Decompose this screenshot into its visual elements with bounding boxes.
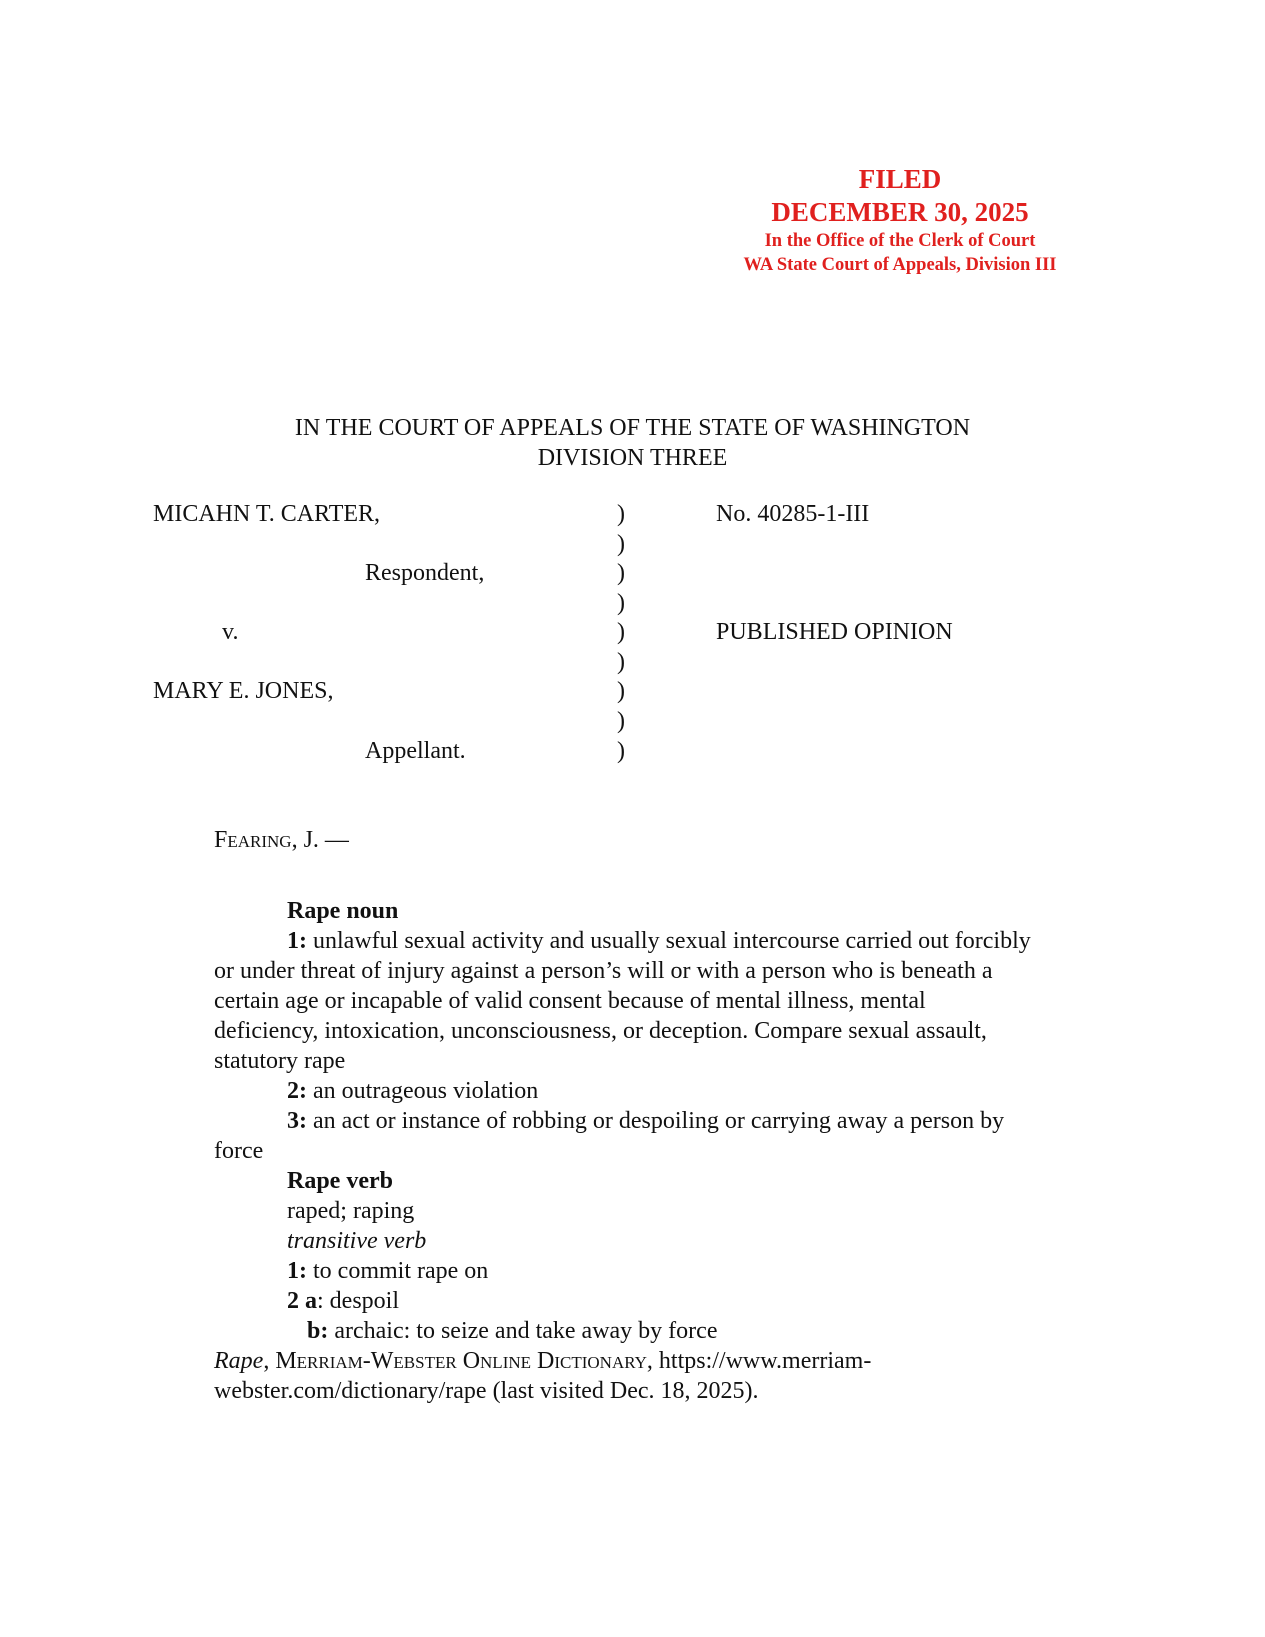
stamp-filed: FILED (858, 164, 942, 194)
caption-paren: ) (617, 531, 625, 557)
author-name: Fearing (214, 827, 292, 853)
verb-sense-2b: b: archaic: to seize and take away by force (307, 1318, 718, 1344)
author-suffix: , J. — (291, 827, 349, 853)
verb-forms: raped; raping (287, 1198, 415, 1224)
caption-paren: ) (617, 708, 625, 734)
caption-paren: ) (617, 678, 625, 704)
court-division: DIVISION THREE (537, 445, 728, 471)
party-respondent-role: Respondent, (365, 560, 485, 586)
citation: Rape, Merriam-Webster Online Dictionary, https://www.merriam-webster.com/dictionary/rape (last visited Dec. 18, 2025). (214, 1348, 872, 1404)
noun-sense-3: 3: an act or instance of robbing or despoiling or carrying away a person by force (214, 1108, 1005, 1164)
stamp-date: DECEMBER 30, 2025 (771, 197, 1029, 227)
stamp-court: WA State Court of Appeals, Division III (743, 255, 1057, 275)
court-title: IN THE COURT OF APPEALS OF THE STATE OF WASHINGTON (294, 415, 971, 441)
verb-type: transitive verb (287, 1228, 427, 1254)
dictionary-definition (214, 896, 1034, 1406)
noun-sense-2: 2: an outrageous violation (287, 1078, 539, 1104)
filed-stamp (700, 163, 1100, 277)
stamp-office: In the Office of the Clerk of Court (764, 231, 1036, 251)
party-appellant-role: Appellant. (365, 738, 466, 764)
case-number: No. 40285-1-III (716, 501, 870, 527)
party-appellant-name: MARY E. JONES, (153, 678, 334, 704)
court-heading (0, 413, 1265, 473)
caption-paren: ) (617, 619, 625, 645)
verb-heading: Rape verb (287, 1168, 393, 1194)
author-line (214, 825, 349, 855)
verb-sense-1: 1: to commit rape on (287, 1258, 489, 1284)
noun-heading: Rape noun (287, 898, 399, 924)
caption-paren: ) (617, 590, 625, 616)
party-respondent-name: MICAHN T. CARTER, (153, 501, 381, 527)
caption-paren: ) (617, 560, 625, 586)
verb-sense-2a: 2 a: despoil (287, 1288, 399, 1314)
caption-paren: ) (617, 649, 625, 675)
opinion-type: PUBLISHED OPINION (716, 619, 953, 645)
caption-paren: ) (617, 738, 625, 764)
citation-source: Merriam-Webster Online Dictionary (275, 1348, 647, 1374)
noun-sense-1: 1: unlawful sexual activity and usually sexual intercourse carried out forcibly or under threat of injury against a person’s will or with a person who is beneath a certain age or incapable of valid consent because of mental illness, mental deficiency, intoxication, unconsciousness, or deception. Compare sexual assault, statutory rape (214, 928, 1031, 1074)
versus: v. (222, 619, 239, 645)
caption-paren: ) (617, 501, 625, 527)
